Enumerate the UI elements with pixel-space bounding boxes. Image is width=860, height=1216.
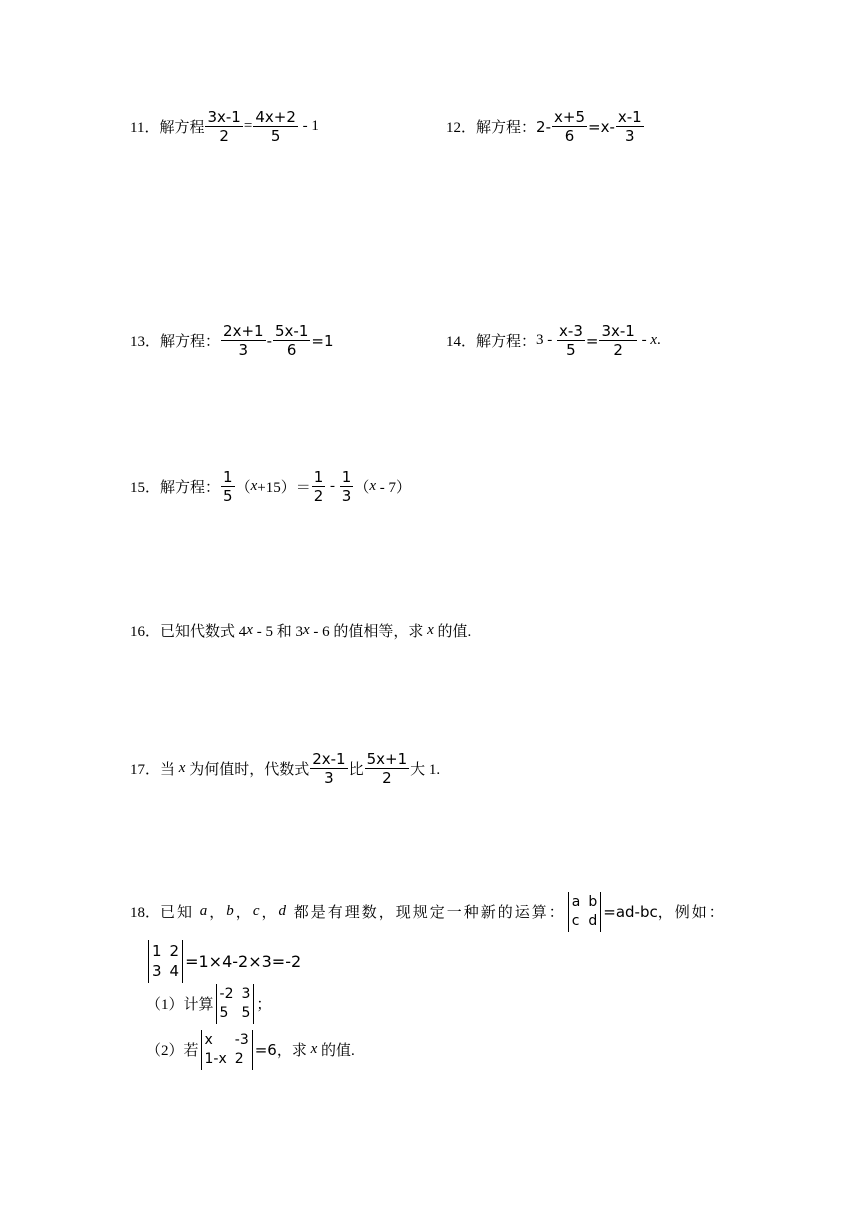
problem-18-intro xyxy=(130,892,726,932)
part-2-rhs: =6 xyxy=(254,1040,277,1059)
fraction: $\frac{3x-1}{2}$ xyxy=(601,322,635,359)
expression-part: - xyxy=(326,478,339,494)
fraction: $\frac{1}{5}$ xyxy=(223,468,233,505)
problem-12 xyxy=(446,108,645,145)
text: - 5 和 3 xyxy=(252,624,303,640)
problem-number: 11． xyxy=(130,120,160,136)
problem-number: 14． xyxy=(446,334,477,350)
problem-label: 解方程 xyxy=(159,120,205,136)
fraction: $\frac{x+5}{6}$ xyxy=(554,108,585,145)
expression-tail: =1 xyxy=(311,331,334,350)
expression-part: （ xyxy=(235,480,251,496)
problem-15 xyxy=(130,468,411,505)
equals-sign: = xyxy=(585,331,599,350)
determinant-part-2: x -3 1-x 2 xyxy=(201,1030,253,1070)
variable-b: b xyxy=(226,903,236,920)
expression-part: - xyxy=(637,332,651,348)
fraction: $\frac{3x-1}{2}$ xyxy=(207,108,241,145)
fraction: $\frac{2x-1}{3}$ xyxy=(312,750,346,787)
variable-x: x xyxy=(246,622,253,638)
part-label: （1）计算 xyxy=(146,997,214,1014)
problem-number: 18． xyxy=(130,905,161,922)
fraction: $\frac{4x+2}{5}$ xyxy=(255,108,296,145)
example-rhs: =1×4-2×3=-2 xyxy=(185,951,302,971)
variable-a: a xyxy=(199,903,210,920)
text: ，求 xyxy=(276,1043,311,1060)
expression-part: 2- xyxy=(536,117,551,136)
problem-16 xyxy=(130,620,471,641)
variable-x: x xyxy=(427,622,434,638)
variable-x: x xyxy=(250,478,258,494)
problem-number: 17． xyxy=(130,762,161,778)
fraction: $\frac{5x-1}{6}$ xyxy=(275,322,309,359)
problem-18-example xyxy=(146,940,301,983)
text: 当 xyxy=(160,762,179,778)
fraction: $\frac{1}{3}$ xyxy=(341,468,352,505)
minus-sign: - xyxy=(266,331,272,350)
comma: ， xyxy=(261,905,279,922)
variable-d: d xyxy=(278,903,288,920)
problem-label: 解方程： xyxy=(476,334,537,350)
text: - 6 的值相等，求 xyxy=(309,624,428,640)
variable-x: x xyxy=(302,622,310,638)
text: 的值. xyxy=(433,624,472,640)
problem-18-part-1 xyxy=(146,984,271,1024)
problem-number: 13． xyxy=(130,334,161,350)
text: 已知 xyxy=(160,905,200,922)
fraction: $\frac{x-1}{3}$ xyxy=(617,108,642,145)
text: 的值. xyxy=(317,1043,355,1060)
text: 比 xyxy=(348,762,364,778)
problem-label: 解方程： xyxy=(160,334,221,350)
expression-part: （ xyxy=(354,480,370,496)
problem-number: 12． xyxy=(446,120,477,136)
variable-c: c xyxy=(252,903,262,920)
problem-label: 解方程： xyxy=(476,120,537,136)
expression-part: +15）＝ xyxy=(257,480,311,496)
variable-x: x xyxy=(650,332,658,348)
text: ，例如： xyxy=(657,905,726,922)
fraction: $\frac{1}{2}$ xyxy=(313,468,324,505)
fraction: $\frac{2x+1}{3}$ xyxy=(223,322,264,359)
comma: ， xyxy=(235,905,253,922)
fraction: $\frac{x-3}{5}$ xyxy=(559,322,583,359)
problem-number: 15． xyxy=(130,480,161,496)
problem-number: 16． xyxy=(130,624,161,640)
problem-13 xyxy=(130,322,334,359)
problem-11 xyxy=(130,108,319,145)
expression-part: 3 - xyxy=(536,332,557,348)
definition-rhs: =ad-bc xyxy=(603,902,658,921)
text: 已知代数式 4 xyxy=(160,624,247,640)
equals-sign: = xyxy=(243,118,253,134)
problem-14 xyxy=(446,322,661,359)
comma: ， xyxy=(209,905,227,922)
text: 大 1. xyxy=(410,762,441,778)
text: 都是有理数，现规定一种新的运算： xyxy=(288,905,566,922)
text: 为何值时，代数式 xyxy=(185,762,310,778)
period: . xyxy=(657,332,661,348)
fraction: $\frac{5x+1}{2}$ xyxy=(366,750,408,787)
expression-part: =x- xyxy=(588,117,615,136)
problem-18-part-2 xyxy=(146,1030,355,1070)
problem-17 xyxy=(130,750,440,787)
expression-part: - 7） xyxy=(376,480,412,496)
part-label: （2）若 xyxy=(146,1043,199,1060)
expression-tail: - 1 xyxy=(298,118,319,134)
determinant-example: 1 2 3 4 xyxy=(148,940,183,983)
determinant-definition: a b c d xyxy=(568,892,601,932)
variable-x: x xyxy=(369,478,377,494)
determinant-part-1: -2 3 5 5 xyxy=(216,984,255,1024)
variable-x: x xyxy=(310,1041,318,1058)
problem-label: 解方程： xyxy=(160,480,221,496)
semicolon: ； xyxy=(256,997,272,1014)
variable-x: x xyxy=(178,760,186,776)
